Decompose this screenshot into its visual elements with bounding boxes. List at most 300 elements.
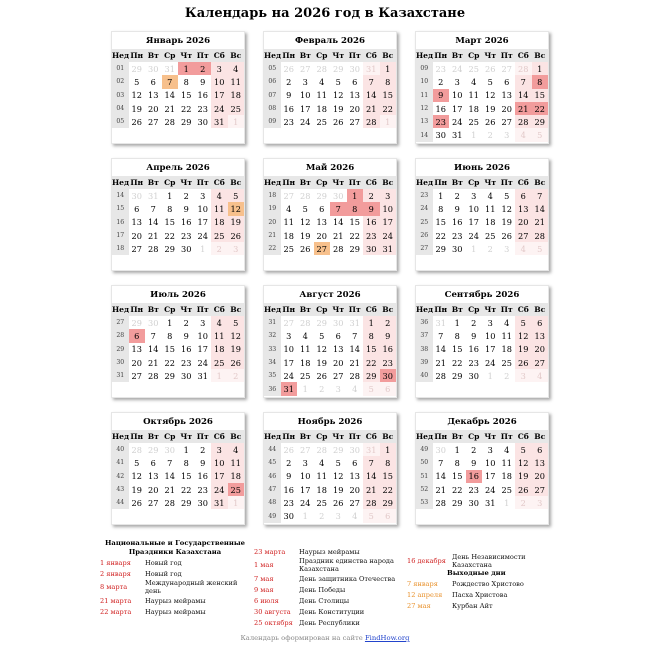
month-calendar (415, 285, 549, 398)
day-cell: 2 (515, 496, 532, 509)
weekday-header: Вс (228, 430, 245, 443)
day-cell: 25 (211, 356, 228, 369)
day-cell: 11 (316, 471, 327, 482)
weekday-header: Сб (363, 176, 380, 189)
week-number: 50 (416, 456, 433, 469)
day-cell: 27 (131, 370, 142, 381)
day-cell: 26 (281, 62, 298, 75)
weekday-header: Ср (466, 303, 483, 316)
day-cell: 3 (302, 76, 308, 87)
day-cell: 23 (181, 230, 192, 241)
week-number: 09 (416, 62, 433, 75)
day-cell: 12 (228, 202, 245, 215)
weekday-header: Пн (130, 305, 144, 314)
day-cell: 30 (347, 443, 364, 456)
week-number: 52 (416, 483, 433, 496)
day-cell: 4 (471, 76, 477, 87)
month-calendar (263, 31, 397, 144)
legend-name: Курбан Айт (452, 601, 493, 610)
day-cell: 14 (515, 89, 532, 102)
legend-date: 1 января (100, 558, 131, 567)
week-number: 22 (264, 242, 281, 255)
legend-national (100, 539, 250, 617)
weekday-header: Чт (330, 49, 347, 62)
weekday-header: Нед (416, 305, 434, 314)
month-title: Сентябрь 2026 (444, 290, 520, 300)
day-cell: 7 (330, 202, 347, 215)
day-cell: 28 (363, 115, 380, 128)
weekday-header: Сб (211, 303, 228, 316)
day-cell: 21 (532, 216, 549, 229)
day-cell: 23 (380, 356, 397, 369)
day-cell: 4 (228, 443, 245, 456)
day-cell: 20 (316, 230, 327, 241)
weekday-header: Ср (314, 49, 331, 62)
day-cell: 13 (148, 471, 159, 482)
day-cell: 2 (380, 316, 397, 329)
weekday-header: Вс (380, 430, 397, 443)
day-cell: 26 (131, 116, 142, 127)
day-cell: 29 (330, 62, 347, 75)
day-cell: 28 (363, 496, 380, 509)
week-number: 31 (264, 316, 281, 329)
week-number: 08 (264, 102, 281, 115)
day-cell: 14 (148, 344, 159, 355)
legend-column-2 (254, 546, 404, 628)
day-cell: 20 (148, 484, 159, 495)
week-number: 49 (416, 443, 433, 456)
day-cell: 22 (532, 102, 549, 115)
weekday-header: Вт (449, 303, 466, 316)
weekday-header: Вс (532, 303, 549, 316)
day-cell: 5 (363, 509, 380, 522)
day-cell: 1 (499, 496, 516, 509)
footer (0, 634, 650, 642)
week-number: 51 (416, 470, 433, 483)
day-cell: 26 (333, 116, 344, 127)
day-cell: 7 (438, 457, 444, 468)
day-cell: 8 (183, 457, 189, 468)
day-cell: 16 (363, 216, 380, 229)
day-cell: 21 (333, 230, 344, 241)
day-cell: 24 (485, 484, 496, 495)
legend-name: День Республики (299, 618, 360, 627)
day-cell: 19 (515, 470, 532, 483)
day-cell: 19 (131, 103, 142, 114)
weekday-header: Чт (178, 430, 195, 443)
day-cell: 30 (433, 443, 450, 456)
day-cell: 29 (164, 243, 175, 254)
weekday-header: Ср (466, 430, 483, 443)
day-cell: 20 (148, 103, 159, 114)
weekday-header: Пн (130, 178, 144, 187)
day-cell: 8 (380, 456, 397, 469)
weekday-header: Сб (363, 49, 380, 62)
legend-date: 2 января (100, 569, 131, 578)
day-cell: 31 (363, 443, 380, 456)
day-cell: 15 (164, 217, 175, 228)
day-cell: 28 (297, 189, 314, 202)
day-cell: 26 (485, 116, 496, 127)
day-cell: 10 (485, 457, 496, 468)
day-cell: 15 (452, 471, 463, 482)
day-cell: 28 (435, 497, 446, 508)
day-cell: 28 (333, 243, 344, 254)
day-cell: 31 (145, 189, 162, 202)
day-cell: 10 (211, 75, 228, 88)
day-cell: 12 (131, 471, 142, 482)
legend-name: День защитника Отечества (299, 574, 396, 583)
legend-item (100, 606, 250, 617)
weekday-header: Пн (282, 305, 296, 314)
day-cell: 17 (211, 470, 228, 483)
day-cell: 6 (150, 76, 156, 87)
day-cell: 25 (283, 243, 294, 254)
day-cell: 13 (501, 90, 512, 101)
day-cell: 30 (181, 370, 192, 381)
day-cell: 1 (347, 189, 364, 202)
day-cell: 19 (131, 484, 142, 495)
day-cell: 28 (148, 243, 159, 254)
day-cell: 1 (438, 190, 444, 201)
legend-item (254, 546, 404, 557)
day-cell: 10 (380, 202, 397, 215)
day-cell: 14 (349, 344, 360, 355)
day-cell: 3 (487, 444, 493, 455)
weekday-header: Нед (112, 432, 130, 441)
day-cell: 27 (148, 497, 159, 508)
week-number: 28 (112, 329, 129, 342)
day-cell: 26 (228, 229, 245, 242)
day-cell: 31 (485, 497, 496, 508)
week-number: 40 (112, 443, 129, 456)
day-cell: 31 (347, 316, 364, 329)
weekday-header: Ср (466, 176, 483, 189)
week-number: 17 (112, 229, 129, 242)
day-cell: 25 (501, 357, 512, 368)
day-cell: 6 (129, 329, 146, 342)
day-cell: 2 (286, 457, 292, 468)
week-number: 15 (112, 202, 129, 215)
week-number: 34 (264, 356, 281, 369)
day-cell: 10 (300, 90, 311, 101)
day-cell: 4 (515, 128, 532, 141)
weekday-header: Вт (449, 49, 466, 62)
day-cell: 5 (134, 76, 140, 87)
day-cell: 22 (181, 103, 192, 114)
day-cell: 7 (162, 75, 179, 88)
day-cell: 3 (330, 509, 347, 522)
weekday-header: Нед (416, 178, 434, 187)
day-cell: 2 (286, 76, 292, 87)
day-cell: 12 (131, 90, 142, 101)
day-cell: 10 (197, 330, 208, 341)
day-cell: 27 (297, 62, 314, 75)
week-number: 31 (112, 369, 129, 382)
day-cell: 16 (468, 344, 479, 355)
day-cell: 12 (333, 471, 344, 482)
day-cell: 9 (471, 457, 477, 468)
month-title: Август 2026 (299, 290, 361, 300)
day-cell: 3 (330, 382, 347, 395)
legend-name: День Столицы (299, 596, 350, 605)
month-calendar (111, 412, 245, 525)
day-cell: 6 (319, 203, 325, 214)
day-cell: 4 (286, 203, 292, 214)
weekday-header: Нед (264, 178, 282, 187)
legend-item (407, 589, 557, 600)
legend-item (100, 579, 250, 595)
day-cell: 4 (347, 382, 364, 395)
month-title: Февраль 2026 (295, 36, 365, 46)
day-cell: 20 (131, 230, 142, 241)
week-number: 30 (112, 356, 129, 369)
day-cell: 7 (363, 456, 380, 469)
day-cell: 8 (438, 203, 444, 214)
day-cell: 22 (452, 484, 463, 495)
day-cell: 27 (501, 116, 512, 127)
day-cell: 17 (300, 103, 311, 114)
day-cell: 3 (499, 128, 516, 141)
day-cell: 28 (435, 370, 446, 381)
day-cell: 11 (211, 202, 228, 215)
day-cell: 30 (347, 62, 364, 75)
day-cell: 17 (468, 217, 479, 228)
day-cell: 20 (349, 484, 360, 495)
legend-date: 7 января (407, 579, 438, 588)
day-cell: 17 (380, 216, 397, 229)
week-number: 45 (264, 456, 281, 469)
day-cell: 4 (515, 242, 532, 255)
day-cell: 4 (319, 76, 325, 87)
day-cell: 18 (211, 343, 228, 356)
weekday-header: Вс (228, 49, 245, 62)
weekday-header: Вт (145, 176, 162, 189)
day-cell: 13 (349, 471, 360, 482)
day-cell: 1 (466, 128, 483, 141)
day-cell: 31 (162, 62, 179, 75)
legend-date: 9 мая (254, 585, 274, 594)
weekday-header: Нед (112, 51, 130, 60)
day-cell: 9 (380, 329, 397, 342)
day-cell: 24 (468, 230, 479, 241)
weekday-header: Сб (515, 176, 532, 189)
day-cell: 19 (300, 230, 311, 241)
legend-date: 21 марта (100, 596, 132, 605)
week-number: 02 (112, 75, 129, 88)
day-cell: 14 (164, 471, 175, 482)
weekday-header: Вс (380, 49, 397, 62)
day-cell: 25 (228, 102, 245, 115)
day-cell: 23 (197, 103, 208, 114)
week-number: 41 (112, 456, 129, 469)
day-cell: 31 (380, 242, 397, 255)
weekday-header: Пт (347, 430, 364, 443)
legend-name: День Конституции (299, 607, 365, 616)
page-title: Календарь на 2026 год в Казахстане (184, 6, 466, 21)
day-cell: 1 (454, 317, 460, 328)
day-cell: 2 (200, 444, 206, 455)
day-cell: 5 (134, 457, 140, 468)
day-cell: 16 (181, 344, 192, 355)
day-cell: 9 (183, 330, 189, 341)
legend-date: 8 марта (100, 583, 128, 591)
day-cell: 1 (167, 317, 173, 328)
day-cell: 29 (181, 497, 192, 508)
weekday-header: Вт (297, 303, 314, 316)
day-cell: 24 (452, 116, 463, 127)
week-number: 06 (264, 75, 281, 88)
weekday-header: Пт (195, 303, 212, 316)
day-cell: 25 (316, 497, 327, 508)
day-cell: 24 (380, 229, 397, 242)
day-cell: 18 (485, 217, 496, 228)
day-cell: 24 (283, 370, 294, 381)
day-cell: 31 (433, 316, 450, 329)
weekday-header: Ср (314, 176, 331, 189)
day-cell: 3 (532, 496, 549, 509)
day-cell: 24 (197, 357, 208, 368)
day-cell: 30 (145, 316, 162, 329)
week-number: 12 (416, 102, 433, 115)
day-cell: 22 (349, 230, 360, 241)
week-number: 03 (112, 89, 129, 102)
footer-text: Календарь оформирован на сайте (240, 634, 365, 642)
week-number: 32 (264, 329, 281, 342)
day-cell: 4 (302, 330, 308, 341)
day-cell: 15 (181, 471, 192, 482)
day-cell: 18 (316, 103, 327, 114)
weekday-header: Сб (211, 430, 228, 443)
day-cell: 27 (333, 370, 344, 381)
day-cell: 2 (499, 369, 516, 382)
weekday-header: Нед (264, 432, 282, 441)
legend-name: День Независимости Казахстана (452, 553, 526, 569)
day-cell: 12 (333, 90, 344, 101)
day-cell: 30 (145, 62, 162, 75)
day-cell: 27 (532, 356, 549, 369)
day-cell: 5 (335, 457, 341, 468)
day-cell: 13 (131, 344, 142, 355)
weekday-header: Ср (314, 430, 331, 443)
legend-item (254, 595, 404, 606)
day-cell: 27 (349, 497, 360, 508)
weekday-header: Пн (434, 178, 448, 187)
day-cell: 18 (300, 357, 311, 368)
day-cell: 4 (211, 189, 228, 202)
weekday-header: Чт (330, 176, 347, 189)
day-cell: 23 (363, 229, 380, 242)
day-cell: 29 (452, 370, 463, 381)
day-cell: 30 (283, 511, 294, 522)
day-cell: 2 (471, 317, 477, 328)
day-cell: 31 (211, 496, 228, 509)
day-cell: 20 (515, 216, 532, 229)
day-cell: 17 (197, 344, 208, 355)
weekday-header: Вс (228, 176, 245, 189)
day-cell: 19 (228, 216, 245, 229)
month-title: Январь 2026 (145, 36, 211, 46)
day-cell: 24 (300, 116, 311, 127)
legend-item (254, 573, 404, 584)
week-number: 18 (112, 242, 129, 255)
month-title: Декабрь 2026 (447, 417, 517, 427)
day-cell: 7 (532, 189, 549, 202)
legend-name: Новый год (145, 558, 182, 567)
day-cell: 3 (211, 443, 228, 456)
day-cell: 17 (283, 357, 294, 368)
week-number: 05 (112, 115, 129, 128)
week-number: 07 (264, 89, 281, 102)
weekday-header: Пт (347, 49, 364, 62)
weekday-header: Вт (145, 303, 162, 316)
day-cell: 5 (302, 203, 308, 214)
legend-item (254, 617, 404, 628)
legend-date: 23 марта (254, 547, 286, 556)
day-cell: 29 (129, 62, 146, 75)
month-calendar (111, 285, 245, 398)
day-cell: 9 (433, 89, 450, 102)
day-cell: 13 (532, 329, 549, 342)
day-cell: 1 (297, 509, 314, 522)
weekday-header: Пн (434, 51, 448, 60)
day-cell: 24 (449, 62, 466, 75)
weekday-header: Ср (314, 303, 331, 316)
week-number: 36 (416, 316, 433, 329)
day-cell: 28 (164, 116, 175, 127)
day-cell: 5 (228, 189, 245, 202)
day-cell: 7 (352, 330, 358, 341)
day-cell: 26 (228, 356, 245, 369)
day-cell: 23 (433, 62, 450, 75)
day-cell: 5 (515, 316, 532, 329)
legend-date: 25 октября (254, 618, 293, 627)
day-cell: 6 (515, 189, 532, 202)
day-cell: 24 (300, 497, 311, 508)
legend-date: 27 мая (407, 601, 431, 610)
weekday-header: Пт (347, 176, 364, 189)
day-cell: 8 (183, 76, 189, 87)
footer-link[interactable]: FindHow.org (364, 634, 410, 642)
day-cell: 22 (452, 357, 463, 368)
day-cell: 15 (380, 470, 397, 483)
day-cell: 29 (452, 497, 463, 508)
day-cell: 7 (363, 75, 380, 88)
weekday-header: Нед (264, 305, 282, 314)
day-cell: 30 (197, 497, 208, 508)
day-cell: 7 (515, 75, 532, 88)
day-cell: 25 (485, 230, 496, 241)
weekday-header: Пн (434, 432, 448, 441)
day-cell: 12 (501, 203, 512, 214)
legend-column-3 (407, 553, 557, 611)
day-cell: 22 (164, 230, 175, 241)
day-cell: 28 (148, 370, 159, 381)
legend-name: Наурыз мейрамы (145, 596, 206, 605)
day-cell: 29 (363, 369, 380, 382)
week-number: 38 (416, 343, 433, 356)
day-cell: 10 (211, 456, 228, 469)
legend-item (407, 578, 557, 589)
day-cell: 14 (164, 90, 175, 101)
day-cell: 7 (150, 203, 156, 214)
weekday-header: Пн (282, 178, 296, 187)
day-cell: 31 (211, 115, 228, 128)
day-cell: 30 (363, 242, 380, 255)
weekday-header: Вс (228, 303, 245, 316)
week-number: 23 (416, 189, 433, 202)
day-cell: 8 (380, 75, 397, 88)
